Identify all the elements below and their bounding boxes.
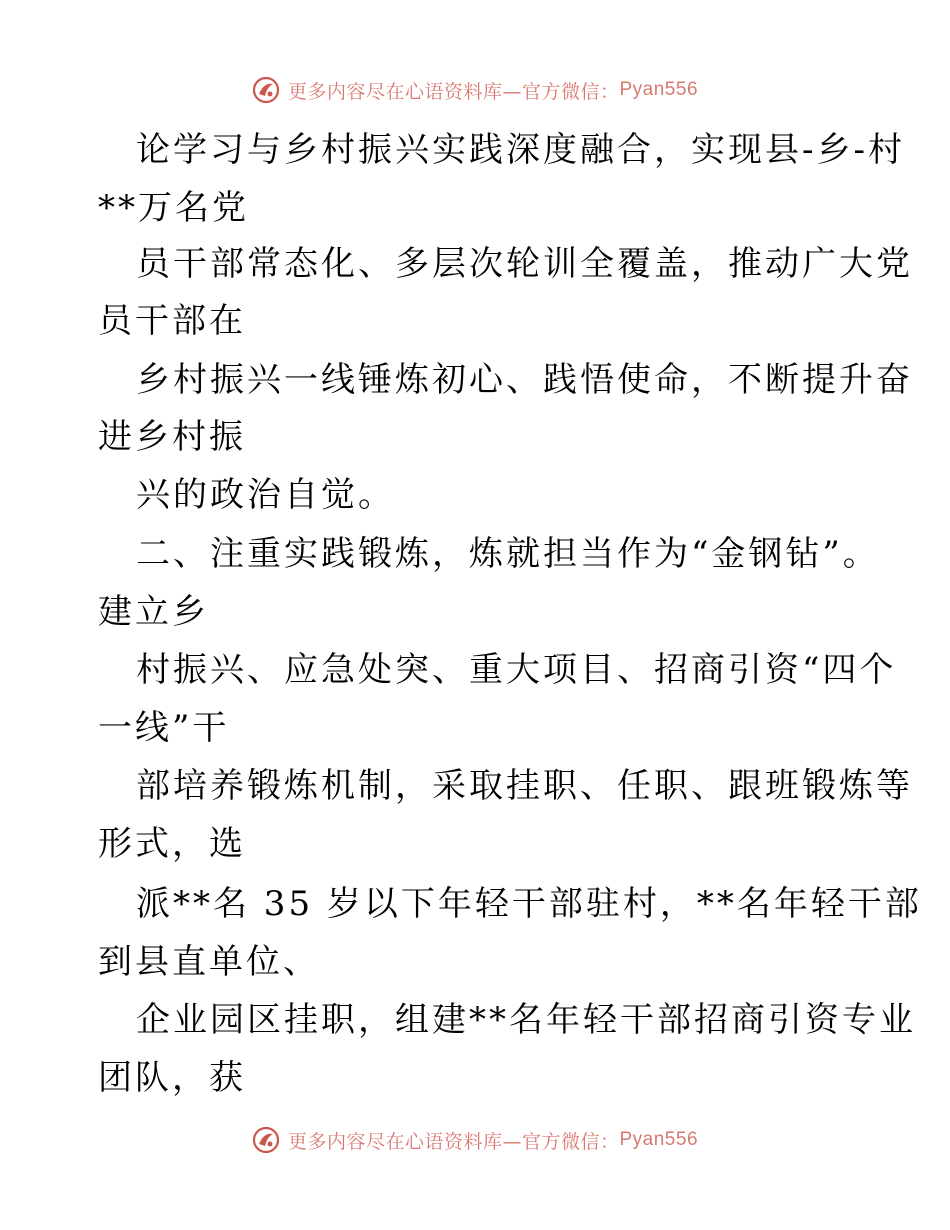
text-line: 员干部在 <box>98 301 246 341</box>
text-line: 团队，获 <box>98 1058 246 1098</box>
text-line: 到县直单位、 <box>98 942 320 982</box>
watermark-text: 更多内容尽在心语资料库—官方微信： <box>287 80 620 103</box>
logo-icon <box>252 76 280 104</box>
text-line: 企业园区挂职，组建**名年轻干部招商引资专业 <box>136 1000 916 1040</box>
text-line: 建立乡 <box>98 592 209 632</box>
text-line: 员干部常态化、多层次轮训全覆盖，推动广大党 <box>136 244 913 284</box>
text-line: 部培养锻炼机制，采取挂职、任职、跟班锻炼等 <box>136 766 913 806</box>
text-line: 形式，选 <box>98 824 246 864</box>
text-line: 一线”干 <box>98 708 230 748</box>
text-line: 进乡村振 <box>98 417 246 457</box>
text-line: **万名党 <box>98 188 249 228</box>
text-line: 兴的政治自觉。 <box>136 475 395 515</box>
text-line: 论学习与乡村振兴实践深度融合，实现县-乡-村 <box>136 130 905 170</box>
logo-icon <box>252 1126 280 1154</box>
header-watermark <box>0 70 950 110</box>
text-line: 二、注重实践锻炼，炼就担当作为“金钢钻”。 <box>136 534 880 574</box>
watermark-text: 更多内容尽在心语资料库—官方微信： <box>287 1130 620 1153</box>
watermark-handle: Pyan556 <box>619 1129 699 1150</box>
watermark-handle: Pyan556 <box>619 79 699 100</box>
text-line: 派**名 35 岁以下年轻干部驻村，**名年轻干部 <box>136 884 922 924</box>
footer-watermark <box>0 1120 950 1160</box>
text-line: 村振兴、应急处突、重大项目、招商引资“四个 <box>136 650 897 690</box>
text-line: 乡村振兴一线锤炼初心、践悟使命，不断提升奋 <box>136 360 913 400</box>
